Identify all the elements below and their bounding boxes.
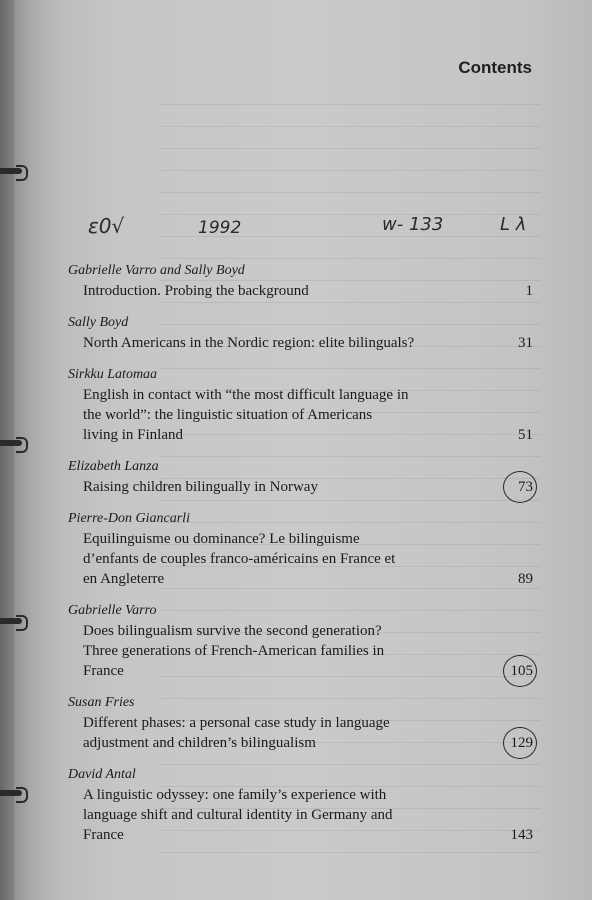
- toc-title: [68, 333, 443, 353]
- toc-entry: [68, 602, 533, 681]
- toc-title: [68, 785, 443, 845]
- toc-page-number: 89: [518, 571, 533, 587]
- binding-ring: [0, 618, 22, 624]
- toc-title-line: Equilinguisme ou dominance? Le bilinguisme: [83, 531, 360, 547]
- toc-title-row: [68, 713, 533, 753]
- binding-ring: [0, 168, 22, 174]
- page-title: Contents: [458, 58, 532, 77]
- toc-page-number: 31: [518, 335, 533, 351]
- pencil-note-4: L λ: [500, 214, 527, 235]
- toc-title-line: adjustment and children’s bilingualism: [83, 735, 316, 751]
- toc-entry: [68, 314, 533, 353]
- spiral-binding-shadow: [0, 0, 14, 900]
- toc-title-line: Different phases: a personal case study in language: [83, 715, 390, 731]
- toc-page-number: 51: [518, 427, 533, 443]
- toc-title-line: d’enfants de couples franco-américains en France et: [83, 551, 396, 567]
- toc-title-line: France: [83, 827, 124, 843]
- toc-author: Susan Fries: [68, 695, 135, 710]
- toc-title-line: Raising children bilingually in Norway: [83, 479, 318, 495]
- toc-author: Gabrielle Varro and Sally Boyd: [68, 263, 245, 278]
- toc-entry: [68, 262, 533, 301]
- toc-entry: [68, 366, 533, 445]
- toc-author: Sirkku Latomaa: [68, 367, 158, 382]
- toc-author: Gabrielle Varro: [68, 603, 157, 618]
- toc-title-line: language shift and cultural identity in Germany and: [83, 807, 393, 823]
- toc-page-number-circled: 105: [510, 663, 533, 679]
- toc-title-row: [68, 385, 533, 445]
- pencil-note-1: ε0√: [88, 214, 125, 238]
- toc-title-line: living in Finland: [83, 427, 184, 443]
- pencil-note-2: 1992: [198, 218, 242, 238]
- toc-title-row: [68, 785, 533, 845]
- toc-title-line: France: [83, 663, 124, 679]
- toc-title-line: North Americans in the Nordic region: elite bilinguals?: [83, 335, 415, 351]
- toc-title-row: [68, 529, 533, 589]
- toc-title: [68, 477, 443, 497]
- toc-title: [68, 385, 443, 445]
- toc-title: [68, 713, 443, 753]
- toc-entry: [68, 766, 533, 845]
- toc-author: Elizabeth Lanza: [68, 459, 159, 474]
- toc-entry: [68, 458, 533, 497]
- toc-page-number-circled: 73: [509, 477, 533, 497]
- binding-ring: [0, 790, 22, 796]
- binding-ring: [0, 440, 22, 446]
- toc-entry: [68, 694, 533, 753]
- toc-author: Sally Boyd: [68, 315, 129, 330]
- toc-title: [68, 621, 443, 681]
- toc-entry: [68, 510, 533, 589]
- toc-title-row: [68, 333, 533, 353]
- toc-title-line: A linguistic odyssey: one family’s experience with: [83, 787, 387, 803]
- toc-title-line: Three generations of French-American families in: [83, 643, 385, 659]
- pencil-note-3: w- 133: [382, 214, 444, 235]
- toc-page-number: 1: [525, 283, 533, 299]
- toc-title-line: the world”: the linguistic situation of Americans: [83, 407, 373, 423]
- toc-title-line: Introduction. Probing the background: [83, 283, 309, 299]
- toc-title-row: [68, 281, 533, 301]
- toc-title: [68, 529, 443, 589]
- toc-title-line: English in contact with “the most difficult language in: [83, 387, 409, 403]
- toc-author: Pierre-Don Giancarli: [68, 511, 190, 526]
- toc-title-row: [68, 621, 533, 681]
- toc-title-line: en Angleterre: [83, 571, 165, 587]
- table-of-contents: [68, 262, 533, 858]
- toc-title: [68, 281, 443, 301]
- toc-page-number-circled: 129: [510, 735, 533, 751]
- toc-page-number: 143: [510, 827, 533, 843]
- toc-title-row: [68, 477, 533, 497]
- toc-title-line: Does bilingualism survive the second generation?: [83, 623, 382, 639]
- toc-author: David Antal: [68, 767, 136, 782]
